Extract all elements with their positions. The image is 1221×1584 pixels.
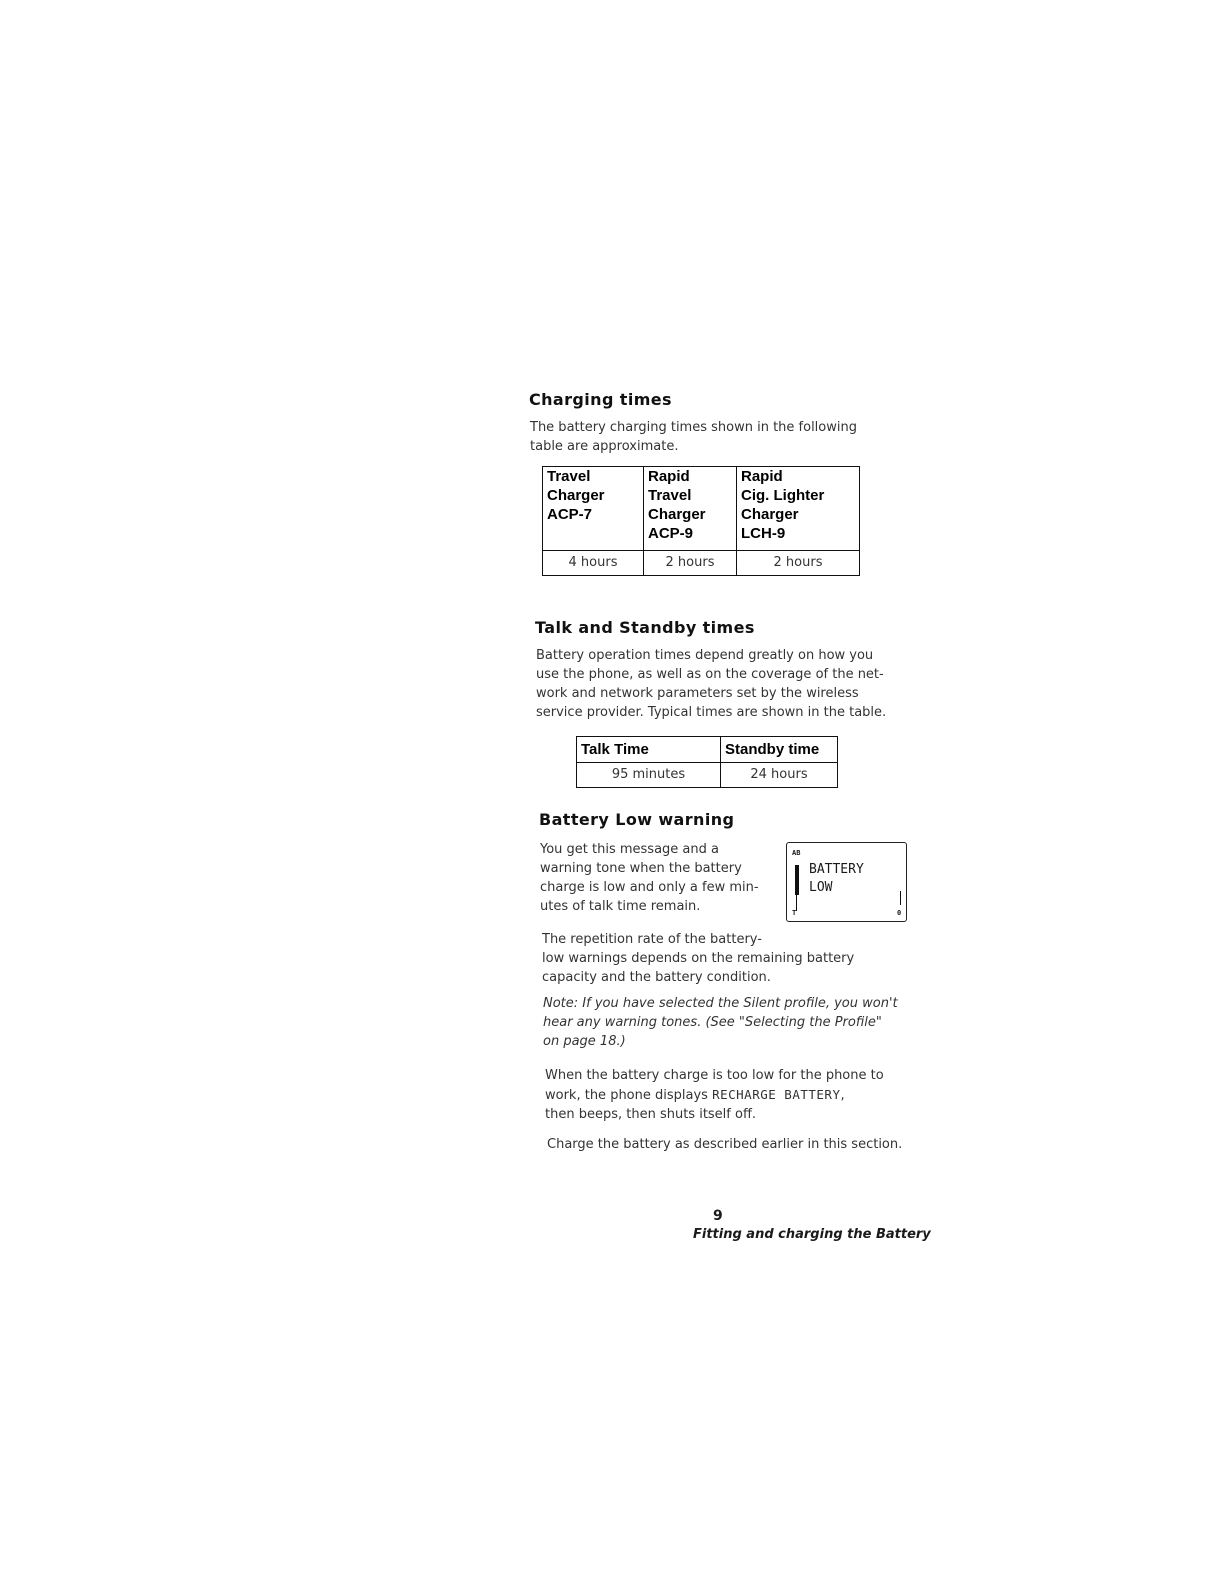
- header-line: Travel: [648, 487, 692, 504]
- signal-bar-icon: [795, 865, 799, 895]
- charging-times-intro: [530, 418, 857, 456]
- header-line: Charger: [741, 506, 799, 523]
- display-indicator: AB: [792, 849, 801, 857]
- table-header-cell: [644, 467, 737, 551]
- intro-line: The battery charging times shown in the following: [530, 420, 857, 435]
- closing-paragraph: Charge the battery as described earlier in this section.: [547, 1137, 903, 1152]
- intro-line: service provider. Typical times are shown in the table.: [536, 705, 887, 720]
- table-cell: 95 minutes: [577, 763, 721, 788]
- text-fragment: ,: [840, 1088, 845, 1103]
- charging-times-table: [542, 466, 860, 576]
- text-line: capacity and the battery condition.: [542, 970, 771, 985]
- table-cell: 24 hours: [721, 763, 838, 788]
- intro-line: use the phone, as well as on the coverage of the net-: [536, 667, 884, 682]
- header-line: Charger: [547, 487, 605, 504]
- page-number: 9: [713, 1208, 723, 1224]
- battery-low-repetition: [542, 930, 854, 987]
- table-header-cell: [543, 467, 644, 551]
- text-line: The repetition rate of the battery-: [542, 932, 762, 947]
- talk-standby-table: [576, 736, 838, 788]
- talk-standby-heading: Talk and Standby times: [535, 618, 755, 637]
- display-line: LOW: [809, 880, 833, 895]
- section-title: Fitting and charging the Battery: [693, 1227, 931, 1242]
- table-header-cell: [737, 467, 860, 551]
- display-line: BATTERY: [809, 862, 864, 877]
- battery-bar-icon: [900, 891, 901, 905]
- table-cell: 2 hours: [644, 551, 737, 576]
- display-indicator: T: [792, 909, 797, 917]
- table-row: [543, 467, 860, 551]
- header-line: Rapid: [741, 468, 783, 485]
- note-line: Note: If you have selected the Silent profile, you won't: [543, 996, 898, 1011]
- table-row: [543, 551, 860, 576]
- phone-display: [786, 842, 907, 922]
- header-line: ACP-9: [648, 525, 694, 542]
- recharge-message: RECHARGE BATTERY: [712, 1087, 841, 1102]
- intro-line: Battery operation times depend greatly on how you: [536, 648, 874, 663]
- text-line: then beeps, then shuts itself off.: [545, 1107, 757, 1122]
- note-line: hear any warning tones. (See "Selecting the Profile": [543, 1015, 882, 1030]
- recharge-paragraph: [545, 1066, 884, 1124]
- charging-times-heading: Charging times: [529, 390, 672, 409]
- intro-line: work and network parameters set by the wireless: [536, 686, 859, 701]
- table-header-cell: Standby time: [721, 737, 838, 763]
- table-row: [577, 763, 838, 788]
- header-line: Charger: [648, 506, 706, 523]
- header-line: LCH-9: [741, 525, 786, 542]
- table-cell: 4 hours: [543, 551, 644, 576]
- intro-line: warning tone when the battery: [540, 861, 742, 876]
- header-line: ACP-7: [547, 506, 593, 523]
- header-line: Cig. Lighter: [741, 487, 825, 504]
- intro-line: You get this message and a: [540, 842, 719, 857]
- intro-line: charge is low and only a few min-: [540, 880, 759, 895]
- text-line: [545, 1085, 884, 1105]
- battery-low-heading: Battery Low warning: [539, 810, 735, 829]
- table-row: [577, 737, 838, 763]
- table-header-cell: Talk Time: [577, 737, 721, 763]
- intro-line: table are approximate.: [530, 439, 679, 454]
- display-indicator: 0: [897, 909, 902, 917]
- text-line: low warnings depends on the remaining battery: [542, 951, 855, 966]
- note-line: on page 18.): [543, 1034, 626, 1049]
- battery-low-note: [543, 994, 898, 1051]
- table-cell: 2 hours: [737, 551, 860, 576]
- text-line: When the battery charge is too low for the phone to: [545, 1068, 884, 1083]
- header-line: Rapid: [648, 468, 690, 485]
- display-message: [809, 861, 864, 897]
- header-line: Travel: [547, 468, 591, 485]
- battery-low-intro: [540, 840, 759, 916]
- text-fragment: work, the phone displays: [545, 1088, 713, 1103]
- talk-standby-intro: [536, 646, 886, 722]
- intro-line: utes of talk time remain.: [540, 899, 701, 914]
